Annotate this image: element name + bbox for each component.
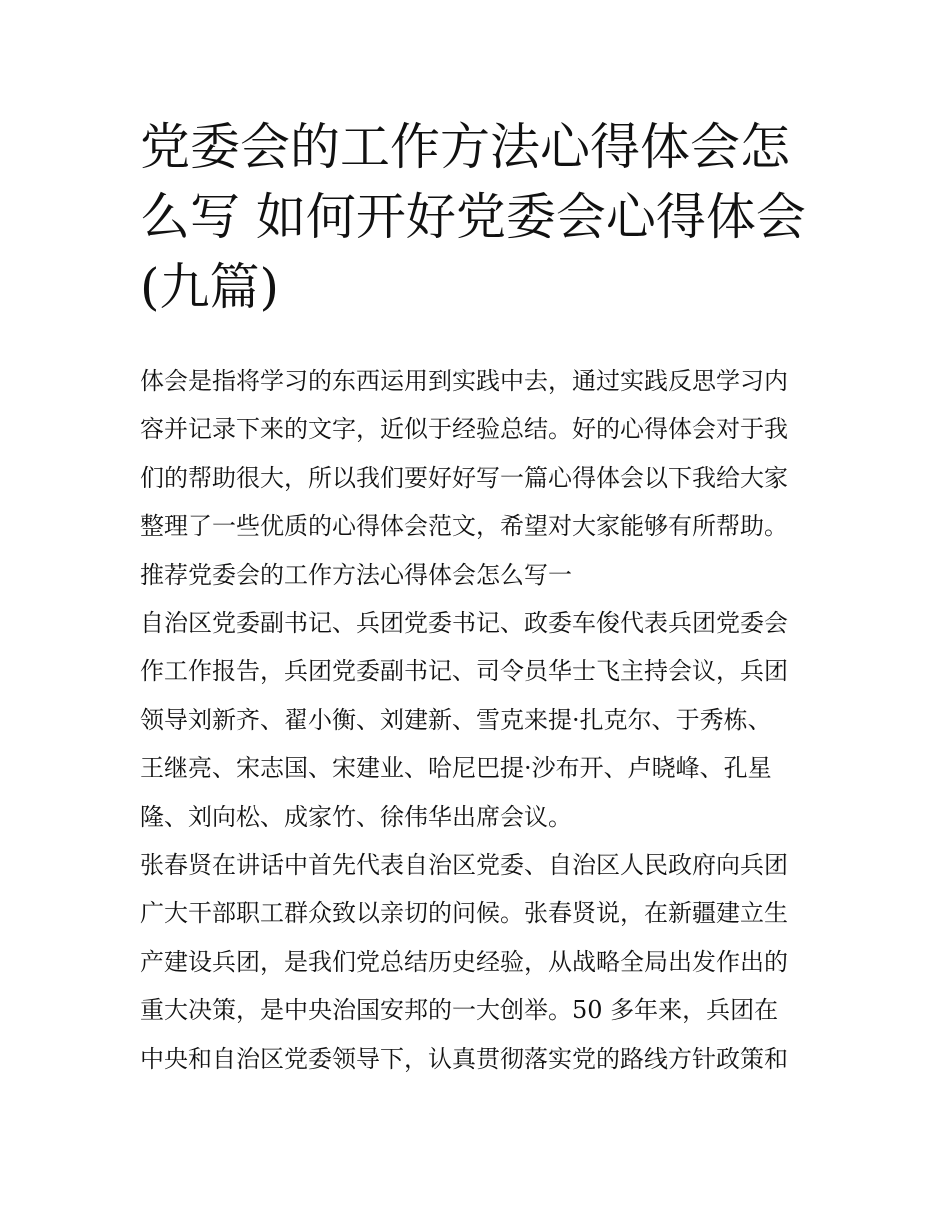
body-line: 广大干部职工群众致以亲切的问候。张春贤说，在新疆建立生 [140,899,788,928]
document-title [140,112,820,322]
body-line: 作工作报告，兵团党委副书记、司令员华士飞主持会议，兵团 [140,657,788,686]
body-line: 张春贤在讲话中首先代表自治区党委、自治区人民政府向兵团 [140,851,788,880]
body-line: 隆、刘向松、成家竹、徐伟华出席会议。 [140,802,572,831]
body-line: 王继亮、宋志国、宋建业、哈尼巴提·沙布开、卢晓峰、孔星 [140,754,772,783]
body-line: 领导刘新齐、翟小衡、刘建新、雪克来提·扎克尔、于秀栋、 [140,705,772,734]
title-line: 党委会的工作方法心得体会怎 [140,118,790,176]
body-line: 体会是指将学习的东西运用到实践中去，通过实践反思学习内 [140,367,788,395]
body-line: 们的帮助很大，所以我们要好好写一篇心得体会以下我给大家 [140,463,788,492]
title-line: 么写 如何开好党委会心得体会 [140,188,806,246]
body-line: 产建设兵团，是我们党总结历史经验，从战略全局出发作出的 [140,947,788,976]
body-line: 容并记录下来的文字，近似于经验总结。好的心得体会对于我 [140,415,788,444]
document-body [140,357,820,1083]
body-line: 中央和自治区党委领导下，认真贯彻落实党的路线方针政策和 [140,1044,788,1073]
title-line: (九篇) [140,258,280,316]
body-line: 自治区党委副书记、兵团党委书记、政委车俊代表兵团党委会 [140,609,788,638]
body-line: 重大决策，是中央治国安邦的一大创举。50 多年来，兵团在 [140,996,779,1025]
section-heading: 推荐党委会的工作方法心得体会怎么写一 [140,560,572,589]
body-line: 整理了一些优质的心得体会范文，希望对大家能够有所帮助。 [140,512,788,541]
